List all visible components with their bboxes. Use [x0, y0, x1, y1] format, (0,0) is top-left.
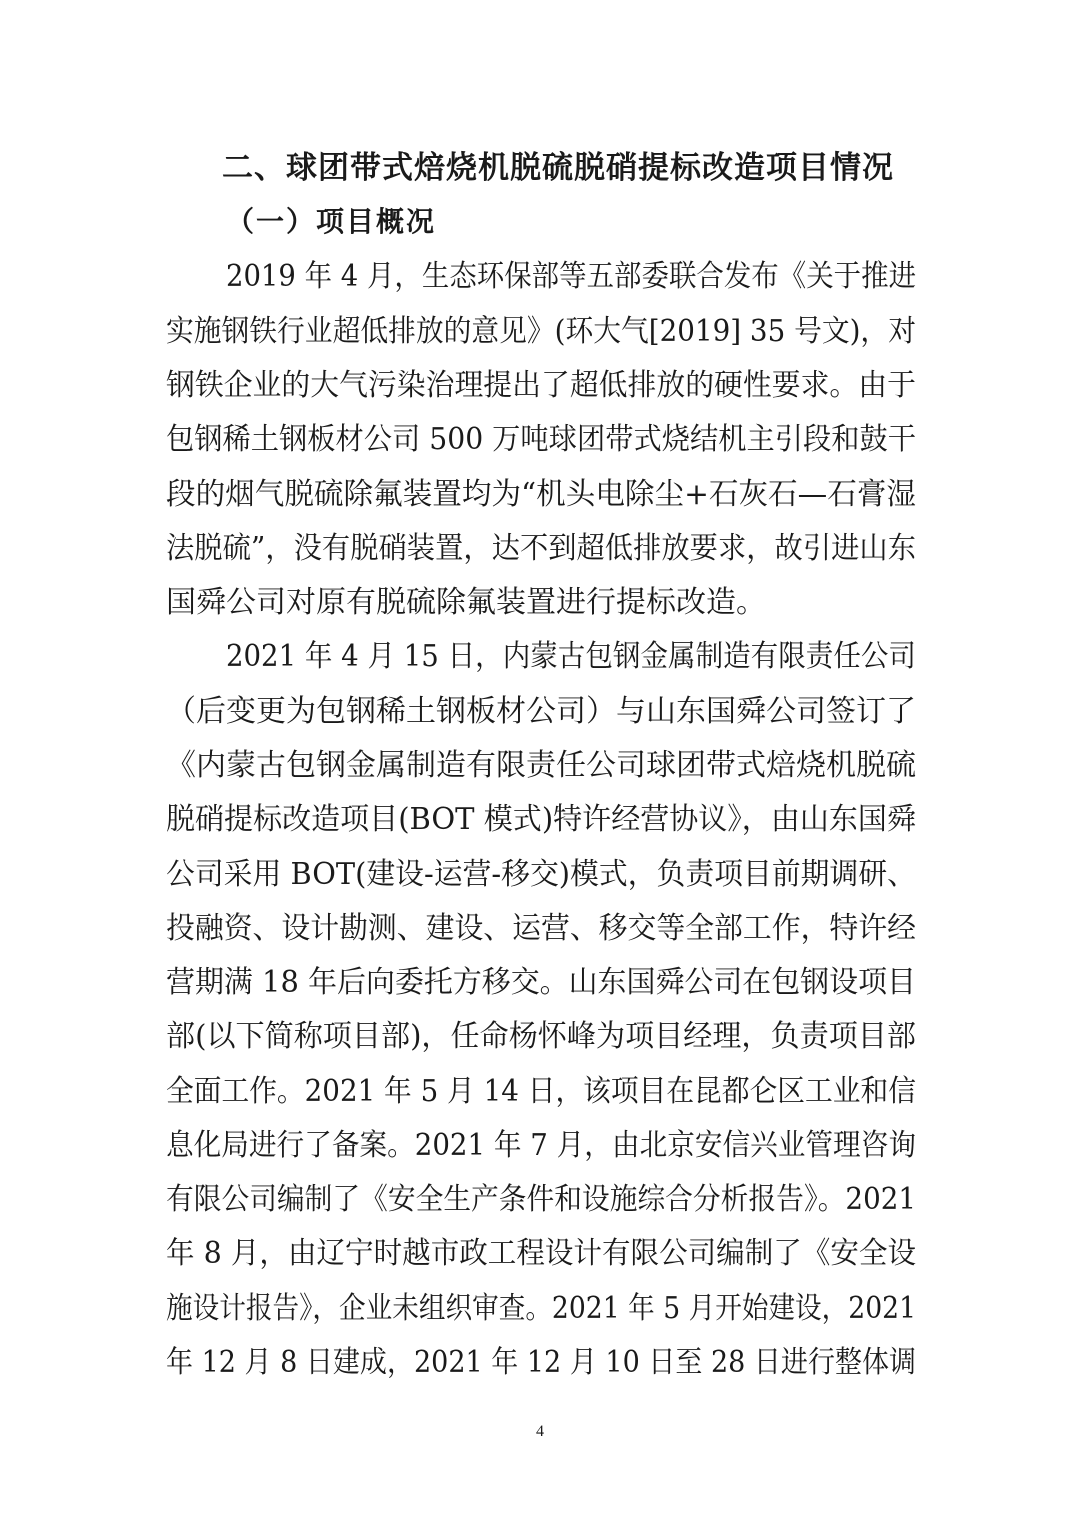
paragraph-2-line: 营期满 18 年后向委托方移交。山东国舜公司在包钢设项目: [166, 965, 916, 1000]
paragraph-2-line: （后变更为包钢稀土钢板材公司）与山东国舜公司签订了: [166, 694, 916, 729]
paragraph-1-line: 段的烟气脱硫除氟装置均为“机头电除尘+石灰石—石膏湿: [166, 477, 916, 512]
paragraph-2-line: 施设计报告》，企业未组织审查。2021 年 5 月开始建设，2021: [166, 1291, 917, 1326]
paragraph-2-line: 部(以下简称项目部)，任命杨怀峰为项目经理，负责项目部: [166, 1019, 916, 1054]
paragraph-2-line: 息化局进行了备案。2021 年 7 月，由北京安信兴业管理咨询: [166, 1128, 916, 1163]
paragraph-2-line: 脱硝提标改造项目(BOT 模式)特许经营协议》，由山东国舜: [166, 802, 916, 837]
paragraph-1-line: 国舜公司对原有脱硫除氟装置进行提标改造。: [166, 585, 766, 620]
paragraph-2-line: 年 8 月，由辽宁时越市政工程设计有限公司编制了《安全设: [166, 1236, 917, 1271]
paragraph-2-line: 2021 年 4 月 15 日，内蒙古包钢金属制造有限责任公司: [226, 639, 916, 674]
page-number: 4: [536, 1423, 544, 1440]
paragraph-2-line: 投融资、设计勘测、建设、运营、移交等全部工作，特许经: [166, 911, 916, 946]
subsection-heading: （一）项目概况: [226, 205, 437, 238]
paragraph-1-line: 2019 年 4 月，生态环保部等五部委联合发布《关于推进: [226, 259, 917, 294]
paragraph-2-line: 全面工作。2021 年 5 月 14 日，该项目在昆都仑区工业和信: [166, 1074, 916, 1109]
paragraph-1-line: 钢铁企业的大气污染治理提出了超低排放的硬性要求。由于: [166, 368, 916, 403]
paragraph-2-line: 有限公司编制了《安全生产条件和设施综合分析报告》。2021: [166, 1182, 917, 1217]
paragraph-1-line: 包钢稀土钢板材公司 500 万吨球团带式烧结机主引段和鼓干: [166, 422, 916, 457]
paragraph-2-line: 公司采用 BOT(建设-运营-移交)模式，负责项目前期调研、: [166, 857, 917, 892]
paragraph-1-line: 实施钢铁行业超低排放的意见》(环大气[2019] 35 号文)，对: [166, 314, 916, 349]
paragraph-1-line: 法脱硫”，没有脱硝装置，达不到超低排放要求，故引进山东: [166, 531, 917, 566]
paragraph-2-line: 《内蒙古包钢金属制造有限责任公司球团带式焙烧机脱硫: [166, 748, 916, 783]
paragraph-2-line: 年 12 月 8 日建成，2021 年 12 月 10 日至 28 日进行整体调: [166, 1345, 916, 1380]
section-heading: 二、球团带式焙烧机脱硫脱硝提标改造项目情况: [222, 150, 894, 186]
